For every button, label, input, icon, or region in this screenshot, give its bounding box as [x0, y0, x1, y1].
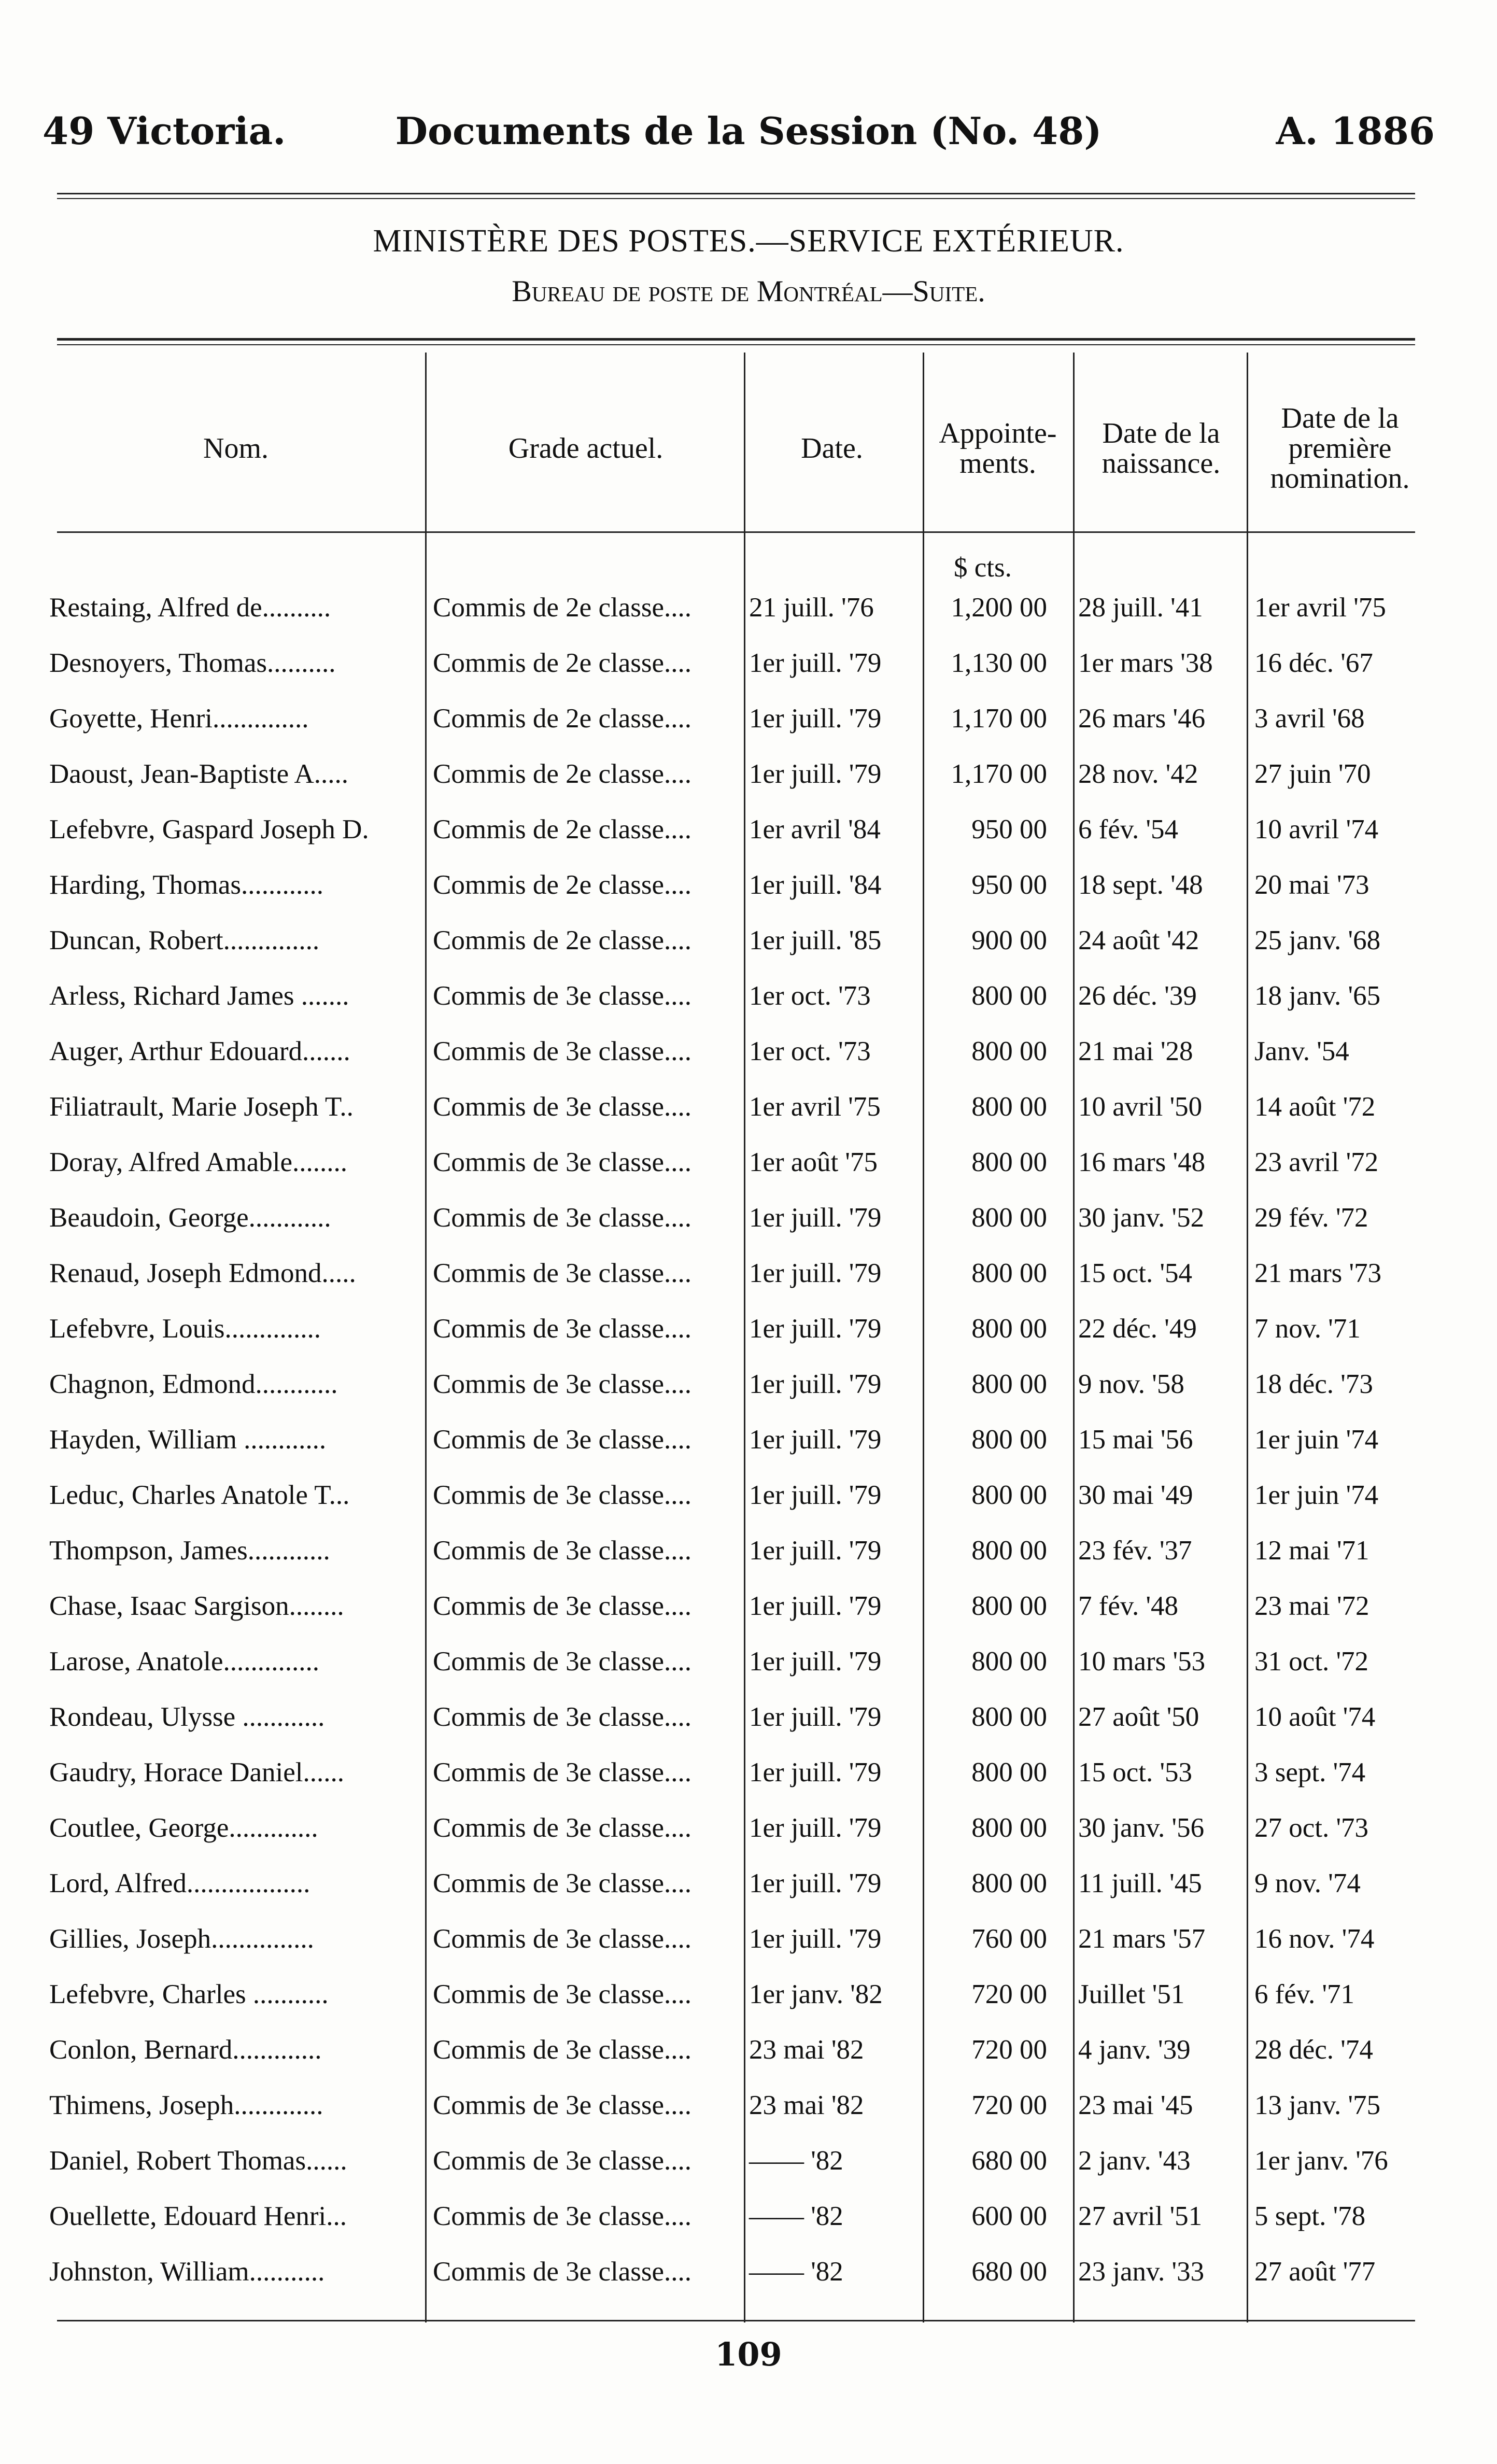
- cell-birth: 10 avril '50: [1078, 1092, 1203, 1122]
- table-row: [0, 581, 1497, 636]
- page-title: MINISTÈRE DES POSTES.—SERVICE EXTÉRIEUR.: [373, 223, 1124, 259]
- cell-date: 21 juill. '76: [749, 593, 874, 623]
- header-volume: 49 Victoria.: [43, 109, 286, 153]
- cell-salary: 950 00: [971, 814, 1047, 844]
- table-row: [0, 1801, 1497, 1856]
- cell-grade: Commis de 3e classe....: [433, 2146, 691, 2176]
- cell-name: Harding, Thomas............: [49, 870, 323, 900]
- table-row: [0, 802, 1497, 858]
- cell-grade: Commis de 2e classe....: [433, 648, 691, 678]
- cell-birth: 11 juill. '45: [1078, 1868, 1202, 1898]
- cell-salary: 900 00: [971, 925, 1047, 955]
- cell-grade: Commis de 3e classe....: [433, 1924, 691, 1954]
- cell-date: 23 mai '82: [749, 2035, 864, 2065]
- table-row: [0, 2078, 1497, 2134]
- cell-first: 1er janv. '76: [1254, 2146, 1388, 2176]
- cell-birth: Juillet '51: [1078, 1979, 1185, 2009]
- table-row: [0, 1357, 1497, 1413]
- table-row: [0, 2134, 1497, 2189]
- cell-salary: 800 00: [971, 1480, 1047, 1510]
- cell-first: 10 août '74: [1254, 1702, 1376, 1732]
- cell-grade: Commis de 3e classe....: [433, 1979, 691, 2009]
- cell-name: Coutlee, George.............: [49, 1813, 318, 1843]
- cell-name: Daniel, Robert Thomas......: [49, 2146, 347, 2176]
- cell-birth: 28 juill. '41: [1078, 593, 1203, 623]
- cell-salary: 800 00: [971, 1147, 1047, 1177]
- cell-grade: Commis de 3e classe....: [433, 1147, 691, 1177]
- cell-birth: 27 avril '51: [1078, 2201, 1203, 2231]
- cell-grade: Commis de 3e classe....: [433, 1203, 691, 1233]
- cell-salary: 800 00: [971, 1425, 1047, 1455]
- cell-salary: 800 00: [971, 1757, 1047, 1787]
- table-row: [0, 1413, 1497, 1468]
- cell-grade: Commis de 3e classe....: [433, 1036, 691, 1066]
- cell-date: 1er juill. '85: [749, 925, 882, 955]
- cell-salary: 1,170 00: [951, 703, 1047, 734]
- cell-salary: 800 00: [971, 1646, 1047, 1677]
- cell-first: 7 nov. '71: [1254, 1314, 1361, 1344]
- cell-first: 20 mai '73: [1254, 870, 1369, 900]
- cell-birth: 23 fév. '37: [1078, 1536, 1192, 1566]
- cell-birth: 18 sept. '48: [1078, 870, 1203, 900]
- cell-salary: 1,200 00: [951, 593, 1047, 623]
- cell-date: 1er juill. '79: [749, 1702, 882, 1732]
- cell-name: Leduc, Charles Anatole T...: [49, 1480, 350, 1510]
- cell-first: 14 août '72: [1254, 1092, 1376, 1122]
- header-year: A. 1886: [1276, 109, 1435, 153]
- cell-date: 1er juill. '84: [749, 870, 882, 900]
- cell-birth: 27 août '50: [1078, 1702, 1199, 1732]
- cell-date: —— '82: [749, 2257, 843, 2287]
- cell-first: 1er juin '74: [1254, 1425, 1379, 1455]
- cell-grade: Commis de 3e classe....: [433, 2035, 691, 2065]
- cell-salary: 800 00: [971, 1036, 1047, 1066]
- cell-salary: 720 00: [971, 1979, 1047, 2009]
- cell-name: Goyette, Henri..............: [49, 703, 309, 734]
- cell-name: Auger, Arthur Edouard.......: [49, 1036, 350, 1066]
- cell-salary: 800 00: [971, 1203, 1047, 1233]
- cell-date: 1er juill. '79: [749, 1203, 882, 1233]
- cell-date: 1er juill. '79: [749, 1369, 882, 1399]
- cell-birth: 23 mai '45: [1078, 2090, 1193, 2120]
- cell-date: 1er juill. '79: [749, 1591, 882, 1621]
- table-row: [0, 1468, 1497, 1524]
- cell-grade: Commis de 3e classe....: [433, 1702, 691, 1732]
- cell-date: 1er oct. '73: [749, 1036, 871, 1066]
- table-row: [0, 913, 1497, 969]
- cell-birth: 1er mars '38: [1078, 648, 1213, 678]
- cell-name: Filiatrault, Marie Joseph T..: [49, 1092, 354, 1122]
- cell-name: Gaudry, Horace Daniel......: [49, 1757, 345, 1787]
- cell-first: 13 janv. '75: [1254, 2090, 1381, 2120]
- cell-name: Hayden, William ............: [49, 1425, 327, 1455]
- table-row: [0, 2023, 1497, 2078]
- cell-first: 3 avril '68: [1254, 703, 1365, 734]
- cell-date: 23 mai '82: [749, 2090, 864, 2120]
- cell-name: Lefebvre, Louis..............: [49, 1314, 321, 1344]
- cell-name: Johnston, William...........: [49, 2257, 325, 2287]
- cell-birth: 4 janv. '39: [1078, 2035, 1191, 2065]
- cell-first: 27 oct. '73: [1254, 1813, 1369, 1843]
- table-row: [0, 1745, 1497, 1801]
- cell-name: Ouellette, Edouard Henri...: [49, 2201, 347, 2231]
- cell-date: 1er juill. '79: [749, 1480, 882, 1510]
- cell-salary: 800 00: [971, 1314, 1047, 1344]
- cell-grade: Commis de 2e classe....: [433, 593, 691, 623]
- cell-name: Lefebvre, Charles ...........: [49, 1979, 329, 2009]
- cell-name: Chagnon, Edmond............: [49, 1369, 338, 1399]
- cell-first: 6 fév. '71: [1254, 1979, 1355, 2009]
- col-header-first-nomination: Date de la première nomination.: [1270, 402, 1410, 495]
- cell-first: 3 sept. '74: [1254, 1757, 1366, 1787]
- cell-birth: 10 mars '53: [1078, 1646, 1206, 1677]
- cell-date: 1er juill. '79: [749, 1536, 882, 1566]
- cell-salary: 800 00: [971, 981, 1047, 1011]
- table-row: [0, 1524, 1497, 1579]
- cell-grade: Commis de 3e classe....: [433, 1092, 691, 1122]
- cell-name: Conlon, Bernard.............: [49, 2035, 322, 2065]
- cell-name: Thompson, James............: [49, 1536, 330, 1566]
- table-row: [0, 1080, 1497, 1135]
- cell-name: Lord, Alfred..................: [49, 1868, 310, 1898]
- col-header-name: Nom.: [203, 432, 269, 464]
- cell-grade: Commis de 3e classe....: [433, 1369, 691, 1399]
- cell-birth: 15 oct. '54: [1078, 1258, 1193, 1288]
- header-bottom-rule: [57, 531, 1415, 533]
- cell-name: Rondeau, Ulysse ............: [49, 1702, 325, 1732]
- cell-salary: 760 00: [971, 1924, 1047, 1954]
- table-row: [0, 1246, 1497, 1302]
- cell-birth: 23 janv. '33: [1078, 2257, 1205, 2287]
- table-row: [0, 1024, 1497, 1080]
- cell-first: 1er avril '75: [1254, 593, 1386, 623]
- cell-first: 31 oct. '72: [1254, 1646, 1369, 1677]
- cell-salary: 720 00: [971, 2035, 1047, 2065]
- cell-birth: 15 mai '56: [1078, 1425, 1193, 1455]
- table-row: [0, 692, 1497, 747]
- cell-date: 1er juill. '79: [749, 703, 882, 734]
- cell-name: Restaing, Alfred de..........: [49, 593, 331, 623]
- cell-grade: Commis de 3e classe....: [433, 2201, 691, 2231]
- cell-salary: 800 00: [971, 1591, 1047, 1621]
- page-subtitle: Bureau de poste de Montréal—Suite.: [512, 274, 985, 308]
- table-row: [0, 2245, 1497, 2300]
- cell-birth: 30 mai '49: [1078, 1480, 1193, 1510]
- cell-salary: 800 00: [971, 1092, 1047, 1122]
- table-row: [0, 1690, 1497, 1745]
- table-row: [0, 1967, 1497, 2023]
- table-row: [0, 1302, 1497, 1357]
- cell-grade: Commis de 3e classe....: [433, 1314, 691, 1344]
- cell-date: 1er juill. '79: [749, 1757, 882, 1787]
- cell-grade: Commis de 3e classe....: [433, 981, 691, 1011]
- table-row: [0, 1912, 1497, 1967]
- table-top-rule-thin: [57, 344, 1415, 345]
- table-row: [0, 747, 1497, 802]
- cell-date: 1er juill. '79: [749, 1425, 882, 1455]
- cell-first: 28 déc. '74: [1254, 2035, 1373, 2065]
- cell-birth: 16 mars '48: [1078, 1147, 1206, 1177]
- cell-birth: 24 août '42: [1078, 925, 1199, 955]
- cell-name: Renaud, Joseph Edmond.....: [49, 1258, 356, 1288]
- cell-grade: Commis de 2e classe....: [433, 759, 691, 789]
- cell-grade: Commis de 3e classe....: [433, 1425, 691, 1455]
- cell-first: 10 avril '74: [1254, 814, 1379, 844]
- cell-name: Lefebvre, Gaspard Joseph D.: [49, 814, 369, 844]
- cell-grade: Commis de 3e classe....: [433, 1258, 691, 1288]
- table-row: [0, 1856, 1497, 1912]
- table-bottom-rule: [57, 2320, 1415, 2321]
- cell-birth: 22 déc. '49: [1078, 1314, 1197, 1344]
- header-rule: [57, 193, 1415, 194]
- col-header-grade: Grade actuel.: [508, 432, 663, 464]
- cell-date: 1er juill. '79: [749, 648, 882, 678]
- table-row: [0, 969, 1497, 1024]
- cell-date: 1er janv. '82: [749, 1979, 883, 2009]
- header-title: Documents de la Session (No. 48): [395, 109, 1102, 153]
- col-header-date: Date.: [801, 432, 863, 464]
- table-row: [0, 1135, 1497, 1191]
- cell-grade: Commis de 3e classe....: [433, 1591, 691, 1621]
- cell-first: 23 avril '72: [1254, 1147, 1379, 1177]
- cell-birth: 26 déc. '39: [1078, 981, 1197, 1011]
- cell-first: 29 fév. '72: [1254, 1203, 1368, 1233]
- cell-grade: Commis de 3e classe....: [433, 2090, 691, 2120]
- cell-grade: Commis de 3e classe....: [433, 1536, 691, 1566]
- cell-birth: 21 mars '57: [1078, 1924, 1206, 1954]
- cell-date: 1er juill. '79: [749, 1258, 882, 1288]
- table-row: [0, 2189, 1497, 2245]
- cell-date: 1er juill. '79: [749, 1924, 882, 1954]
- cell-grade: Commis de 2e classe....: [433, 703, 691, 734]
- cell-name: Gillies, Joseph...............: [49, 1924, 314, 1954]
- cell-date: 1er avril '84: [749, 814, 881, 844]
- cell-grade: Commis de 3e classe....: [433, 1646, 691, 1677]
- cell-grade: Commis de 2e classe....: [433, 814, 691, 844]
- cell-birth: 15 oct. '53: [1078, 1757, 1193, 1787]
- page-number: 109: [715, 2335, 782, 2373]
- cell-grade: Commis de 3e classe....: [433, 1757, 691, 1787]
- cell-salary: 800 00: [971, 1258, 1047, 1288]
- cell-name: Doray, Alfred Amable........: [49, 1147, 348, 1177]
- cell-birth: 30 janv. '52: [1078, 1203, 1205, 1233]
- cell-date: 1er juill. '79: [749, 759, 882, 789]
- cell-name: Beaudoin, George............: [49, 1203, 331, 1233]
- cell-grade: Commis de 2e classe....: [433, 925, 691, 955]
- table-top-rule: [57, 338, 1415, 341]
- cell-date: —— '82: [749, 2201, 843, 2231]
- running-header: [0, 109, 1497, 156]
- cell-birth: 30 janv. '56: [1078, 1813, 1205, 1843]
- cell-grade: Commis de 3e classe....: [433, 1868, 691, 1898]
- cell-date: 1er juill. '79: [749, 1646, 882, 1677]
- cell-birth: 2 janv. '43: [1078, 2146, 1191, 2176]
- table-row: [0, 636, 1497, 692]
- cell-birth: 28 nov. '42: [1078, 759, 1198, 789]
- cell-birth: 21 mai '28: [1078, 1036, 1193, 1066]
- cell-salary: 950 00: [971, 870, 1047, 900]
- col-header-birth: Date de la naissance.: [1101, 417, 1221, 480]
- cell-birth: 6 fév. '54: [1078, 814, 1179, 844]
- cell-birth: 26 mars '46: [1078, 703, 1206, 734]
- cell-first: 12 mai '71: [1254, 1536, 1369, 1566]
- cell-first: 18 janv. '65: [1254, 981, 1381, 1011]
- table-row: [0, 858, 1497, 913]
- cell-first: 16 nov. '74: [1254, 1924, 1375, 1954]
- cell-first: 5 sept. '78: [1254, 2201, 1366, 2231]
- cell-grade: Commis de 2e classe....: [433, 870, 691, 900]
- table-row: [0, 1579, 1497, 1635]
- cell-first: 23 mai '72: [1254, 1591, 1369, 1621]
- cell-name: Chase, Isaac Sargison........: [49, 1591, 344, 1621]
- cell-salary: 800 00: [971, 1868, 1047, 1898]
- cell-first: 18 déc. '73: [1254, 1369, 1373, 1399]
- table-row: [0, 1635, 1497, 1690]
- table-row: [0, 1191, 1497, 1246]
- cell-name: Duncan, Robert..............: [49, 925, 320, 955]
- cell-date: 1er juill. '79: [749, 1868, 882, 1898]
- cell-salary: 800 00: [971, 1702, 1047, 1732]
- cell-first: 1er juin '74: [1254, 1480, 1379, 1510]
- col-header-salary: Appointe-ments.: [939, 417, 1057, 480]
- cell-first: 9 nov. '74: [1254, 1868, 1361, 1898]
- cell-salary: 1,130 00: [951, 648, 1047, 678]
- cell-date: 1er août '75: [749, 1147, 878, 1177]
- cell-name: Larose, Anatole..............: [49, 1646, 320, 1677]
- cell-birth: 9 nov. '58: [1078, 1369, 1184, 1399]
- cell-salary: 1,170 00: [951, 759, 1047, 789]
- cell-birth: 7 fév. '48: [1078, 1591, 1179, 1621]
- cell-date: —— '82: [749, 2146, 843, 2176]
- cell-date: 1er oct. '73: [749, 981, 871, 1011]
- header-rule-thin: [57, 198, 1415, 199]
- cell-first: 25 janv. '68: [1254, 925, 1381, 955]
- cell-grade: Commis de 3e classe....: [433, 2257, 691, 2287]
- cell-first: 16 déc. '67: [1254, 648, 1373, 678]
- cell-salary: 720 00: [971, 2090, 1047, 2120]
- cell-name: Daoust, Jean-Baptiste A.....: [49, 759, 349, 789]
- cell-date: 1er avril '75: [749, 1092, 881, 1122]
- cell-salary: 600 00: [971, 2201, 1047, 2231]
- cell-first: 27 juin '70: [1254, 759, 1371, 789]
- cell-date: 1er juill. '79: [749, 1314, 882, 1344]
- cell-grade: Commis de 3e classe....: [433, 1480, 691, 1510]
- currency-label: $ cts.: [954, 553, 1012, 583]
- cell-grade: Commis de 3e classe....: [433, 1813, 691, 1843]
- cell-first: 21 mars '73: [1254, 1258, 1382, 1288]
- cell-salary: 680 00: [971, 2146, 1047, 2176]
- cell-salary: 800 00: [971, 1813, 1047, 1843]
- cell-name: Arless, Richard James .......: [49, 981, 349, 1011]
- cell-name: Thimens, Joseph.............: [49, 2090, 323, 2120]
- cell-salary: 680 00: [971, 2257, 1047, 2287]
- cell-salary: 800 00: [971, 1536, 1047, 1566]
- cell-first: Janv. '54: [1254, 1036, 1349, 1066]
- cell-date: 1er juill. '79: [749, 1813, 882, 1843]
- cell-first: 27 août '77: [1254, 2257, 1376, 2287]
- cell-name: Desnoyers, Thomas..........: [49, 648, 336, 678]
- cell-salary: 800 00: [971, 1369, 1047, 1399]
